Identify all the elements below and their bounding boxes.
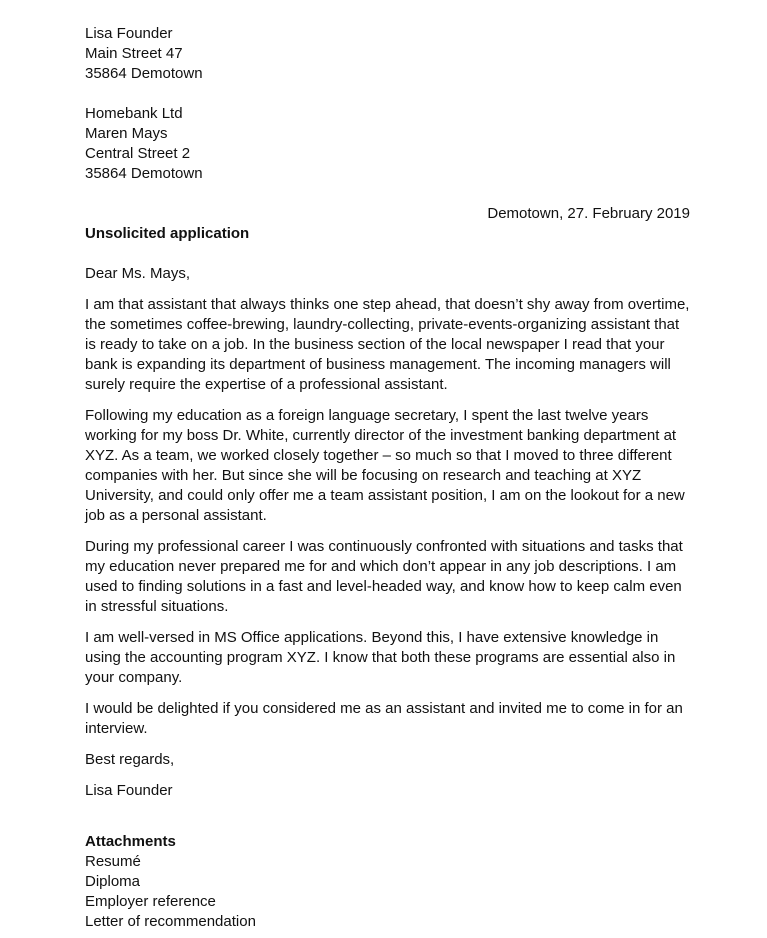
salutation: Dear Ms. Mays, (85, 265, 191, 282)
attachments-list (85, 852, 690, 932)
sender-address-line: 35864 Demotown (85, 65, 203, 82)
attachments-heading: Attachments (85, 833, 176, 850)
body-paragraph: I am well-versed in MS Office applications. Beyond this, I have extensive knowledge in using the accounting program XYZ. I know that both these programs are essential also in your company. (85, 629, 676, 686)
sender-address-line: Lisa Founder (85, 25, 173, 42)
recipient-address-line: Central Street 2 (85, 145, 191, 162)
body-paragraph: I am that assistant that always thinks one step ahead, that doesn’t shy away from overtime, the sometimes coffee-brewing, laundry-collecting, private-events-organizing assistant that is ready to take on a job. In the business section of the local newspaper I read that your bank is expanding its department of business management. The incoming managers will surely require the expertise of a professional assistant. (85, 296, 690, 393)
recipient-address-line: 35864 Demotown (85, 165, 203, 182)
body-paragraph: I would be delighted if you considered me as an assistant and invited me to come in for an interview. (85, 700, 683, 737)
closing-line: Best regards, (85, 751, 175, 768)
sender-address-block (85, 24, 690, 84)
body-paragraph: During my professional career I was continuously confronted with situations and tasks that my education never prepared me for and which don’t appear in any job descriptions. I am used to finding solutions in a fast and level-headed way, and know how to keep calm even in stressful situations. (85, 538, 683, 615)
list-item: Resumé (85, 853, 141, 870)
subject-heading: Unsolicited application (85, 225, 250, 242)
list-item: Diploma (85, 873, 141, 890)
list-item: Employer reference (85, 893, 216, 910)
date-line: Demotown, 27. February 2019 (487, 205, 690, 222)
recipient-address-line: Maren Mays (85, 125, 168, 142)
recipient-address-line: Homebank Ltd (85, 105, 183, 122)
sender-address-line: Main Street 47 (85, 45, 183, 62)
signature-name: Lisa Founder (85, 782, 173, 799)
list-item: Letter of recommendation (85, 913, 256, 930)
recipient-address-block (85, 104, 690, 184)
body-paragraph: Following my education as a foreign language secretary, I spent the last twelve years working for my boss Dr. White, currently director of the investment banking department at XYZ. As a team, we worked closely together – so much so that I moved to three different companies with her. But since she will be focusing on research and teaching at XYZ University, and could only offer me a team assistant position, I am on the lookout for a new job as a personal assistant. (85, 407, 685, 524)
